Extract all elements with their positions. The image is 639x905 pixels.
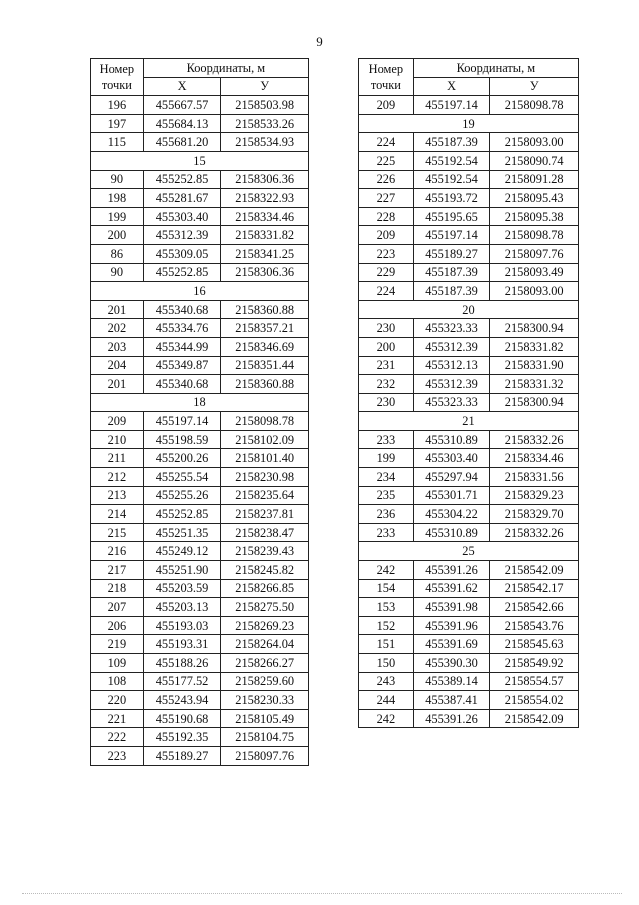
table-row: [359, 96, 579, 115]
point-number-cell: 209: [91, 412, 144, 431]
x-coordinate-cell: 455251.90: [143, 561, 221, 580]
x-coordinate-cell: 455391.26: [413, 709, 490, 728]
table-row: [359, 598, 579, 617]
table-row: [359, 635, 579, 654]
point-number-cell: 226: [359, 170, 414, 189]
table-row: [359, 654, 579, 673]
y-coordinate-cell: 2158331.82: [221, 226, 309, 245]
table-row: [359, 393, 579, 412]
point-number-cell: 153: [359, 598, 414, 617]
table-row: [91, 133, 309, 152]
point-number-header-line2: точки: [370, 78, 401, 93]
point-number-cell: 214: [91, 505, 144, 524]
y-coordinate-cell: 2158543.76: [490, 616, 579, 635]
section-number: 20: [359, 300, 579, 319]
point-number-cell: 151: [359, 635, 414, 654]
x-coordinate-cell: 455192.54: [413, 151, 490, 170]
y-coordinate-cell: 2158351.44: [221, 356, 309, 375]
point-number-header-line1: Номер: [368, 62, 404, 77]
x-coordinate-cell: 455344.99: [143, 337, 221, 356]
y-coordinate-cell: 2158542.09: [490, 561, 579, 580]
point-number-cell: 200: [91, 226, 144, 245]
point-number-cell: 243: [359, 672, 414, 691]
table-row: [91, 319, 309, 338]
table-row: [359, 337, 579, 356]
x-coordinate-cell: 455684.13: [143, 114, 221, 133]
table-row: [91, 505, 309, 524]
x-coordinate-cell: 455243.94: [143, 691, 221, 710]
x-coordinate-cell: 455252.85: [143, 263, 221, 282]
y-coordinate-cell: 2158357.21: [221, 319, 309, 338]
y-coordinate-cell: 2158098.78: [490, 96, 579, 115]
table-row: [91, 598, 309, 617]
point-number-cell: 215: [91, 523, 144, 542]
section-row: [359, 542, 579, 561]
y-coordinate-cell: 2158093.00: [490, 282, 579, 301]
table-row: [91, 523, 309, 542]
table-row: [359, 468, 579, 487]
y-coordinate-cell: 2158235.64: [221, 486, 309, 505]
y-coordinate-cell: 2158090.74: [490, 151, 579, 170]
y-coordinate-cell: 2158275.50: [221, 598, 309, 617]
point-number-cell: 231: [359, 356, 414, 375]
section-row: [359, 412, 579, 431]
x-coordinate-cell: 455200.26: [143, 449, 221, 468]
x-coordinate-cell: 455188.26: [143, 654, 221, 673]
point-number-cell: 234: [359, 468, 414, 487]
table-row: [359, 263, 579, 282]
point-number-cell: 201: [91, 300, 144, 319]
x-coordinate-cell: 455192.35: [143, 728, 221, 747]
x-coordinate-cell: 455312.39: [413, 337, 490, 356]
coordinates-table-left: [90, 58, 309, 766]
point-number-cell: 90: [91, 263, 144, 282]
y-coordinate-cell: 2158095.43: [490, 189, 579, 208]
table-row: [91, 654, 309, 673]
table-row: [91, 486, 309, 505]
section-row: [91, 393, 309, 412]
y-coordinate-cell: 2158093.49: [490, 263, 579, 282]
section-number: 21: [359, 412, 579, 431]
x-coordinate-cell: 455310.89: [413, 523, 490, 542]
table-row: [91, 449, 309, 468]
x-coordinate-cell: 455195.65: [413, 207, 490, 226]
table-row: [91, 263, 309, 282]
x-coordinate-cell: 455667.57: [143, 96, 221, 115]
y-coordinate-cell: 2158105.49: [221, 709, 309, 728]
section-number: 15: [91, 151, 309, 170]
point-number-cell: 242: [359, 709, 414, 728]
point-number-header-line1: Номер: [99, 62, 135, 77]
table-row: [91, 96, 309, 115]
y-coordinate-cell: 2158332.26: [490, 430, 579, 449]
y-coordinate-cell: 2158549.92: [490, 654, 579, 673]
table-row: [359, 226, 579, 245]
x-coordinate-cell: 455197.14: [413, 96, 490, 115]
point-number-cell: 213: [91, 486, 144, 505]
table-row: [359, 709, 579, 728]
x-coordinate-cell: 455340.68: [143, 375, 221, 394]
point-number-header-line2: точки: [101, 78, 132, 93]
y-coordinate-cell: 2158095.38: [490, 207, 579, 226]
table-row: [91, 561, 309, 580]
point-number-cell: 150: [359, 654, 414, 673]
x-coordinate-cell: 455255.26: [143, 486, 221, 505]
point-number-cell: 224: [359, 133, 414, 152]
y-coordinate-cell: 2158334.46: [490, 449, 579, 468]
table-row: [359, 151, 579, 170]
point-number-cell: 227: [359, 189, 414, 208]
x-coordinate-cell: 455189.27: [413, 244, 490, 263]
y-coordinate-cell: 2158533.26: [221, 114, 309, 133]
y-coordinate-cell: 2158542.09: [490, 709, 579, 728]
point-number-cell: 223: [91, 746, 144, 765]
x-coordinate-cell: 455391.69: [413, 635, 490, 654]
y-coordinate-cell: 2158230.98: [221, 468, 309, 487]
table-row: [359, 561, 579, 580]
y-coordinate-cell: 2158329.70: [490, 505, 579, 524]
x-coordinate-cell: 455255.54: [143, 468, 221, 487]
y-column-header: У: [221, 77, 309, 96]
y-coordinate-cell: 2158542.66: [490, 598, 579, 617]
x-coordinate-cell: 455252.85: [143, 170, 221, 189]
y-coordinate-cell: 2158331.82: [490, 337, 579, 356]
x-coordinate-cell: 455391.98: [413, 598, 490, 617]
x-coordinate-cell: 455310.89: [413, 430, 490, 449]
y-coordinate-cell: 2158554.02: [490, 691, 579, 710]
y-coordinate-cell: 2158097.76: [490, 244, 579, 263]
point-number-cell: 233: [359, 523, 414, 542]
section-number: 18: [91, 393, 309, 412]
point-number-cell: 217: [91, 561, 144, 580]
y-coordinate-cell: 2158269.23: [221, 616, 309, 635]
x-coordinate-cell: 455390.30: [413, 654, 490, 673]
point-number-cell: 228: [359, 207, 414, 226]
x-coordinate-cell: 455681.20: [143, 133, 221, 152]
point-number-cell: 222: [91, 728, 144, 747]
x-coordinate-cell: 455187.39: [413, 282, 490, 301]
table-row: [91, 746, 309, 765]
page-bottom-rule: [22, 893, 622, 894]
coordinates-header: Координаты, м: [413, 59, 578, 78]
table-row: [359, 133, 579, 152]
y-column-header: У: [490, 77, 579, 96]
coordinates-table-right: [358, 58, 579, 728]
y-coordinate-cell: 2158097.76: [221, 746, 309, 765]
x-coordinate-cell: 455187.39: [413, 263, 490, 282]
table-row: [91, 300, 309, 319]
x-coordinate-cell: 455187.39: [413, 133, 490, 152]
point-number-cell: 230: [359, 393, 414, 412]
point-number-cell: 204: [91, 356, 144, 375]
point-number-cell: 199: [359, 449, 414, 468]
point-number-cell: 216: [91, 542, 144, 561]
point-number-cell: 206: [91, 616, 144, 635]
table-row: [91, 337, 309, 356]
table-row: [91, 189, 309, 208]
table-row: [359, 282, 579, 301]
table-row: [359, 505, 579, 524]
table-row: [91, 226, 309, 245]
y-coordinate-cell: 2158300.94: [490, 319, 579, 338]
section-number: 19: [359, 114, 579, 133]
table-row: [91, 114, 309, 133]
coordinates-table-body: [91, 96, 309, 765]
x-column-header: X: [143, 77, 221, 96]
table-row: [359, 356, 579, 375]
x-column-header: X: [413, 77, 490, 96]
y-coordinate-cell: 2158329.23: [490, 486, 579, 505]
point-number-cell: 210: [91, 430, 144, 449]
x-coordinate-cell: 455387.41: [413, 691, 490, 710]
table-row: [359, 486, 579, 505]
point-number-header: [359, 59, 414, 96]
point-number-cell: 115: [91, 133, 144, 152]
x-coordinate-cell: 455252.85: [143, 505, 221, 524]
y-coordinate-cell: 2158322.93: [221, 189, 309, 208]
point-number-cell: 198: [91, 189, 144, 208]
x-coordinate-cell: 455249.12: [143, 542, 221, 561]
table-row: [91, 691, 309, 710]
point-number-cell: 242: [359, 561, 414, 580]
point-number-cell: 211: [91, 449, 144, 468]
x-coordinate-cell: 455312.39: [413, 375, 490, 394]
section-number: 16: [91, 282, 309, 301]
x-coordinate-cell: 455304.22: [413, 505, 490, 524]
table-row: [359, 170, 579, 189]
y-coordinate-cell: 2158259.60: [221, 672, 309, 691]
y-coordinate-cell: 2158266.27: [221, 654, 309, 673]
table-row: [359, 672, 579, 691]
x-coordinate-cell: 455198.59: [143, 430, 221, 449]
y-coordinate-cell: 2158331.56: [490, 468, 579, 487]
table-row: [91, 616, 309, 635]
y-coordinate-cell: 2158300.94: [490, 393, 579, 412]
x-coordinate-cell: 455192.54: [413, 170, 490, 189]
table-row: [91, 430, 309, 449]
y-coordinate-cell: 2158331.32: [490, 375, 579, 394]
point-number-cell: 209: [359, 96, 414, 115]
table-row: [359, 207, 579, 226]
x-coordinate-cell: 455197.14: [143, 412, 221, 431]
point-number-cell: 200: [359, 337, 414, 356]
x-coordinate-cell: 455303.40: [413, 449, 490, 468]
point-number-cell: 109: [91, 654, 144, 673]
x-coordinate-cell: 455193.03: [143, 616, 221, 635]
point-number-cell: 230: [359, 319, 414, 338]
y-coordinate-cell: 2158332.26: [490, 523, 579, 542]
y-coordinate-cell: 2158239.43: [221, 542, 309, 561]
x-coordinate-cell: 455281.67: [143, 189, 221, 208]
x-coordinate-cell: 455323.33: [413, 319, 490, 338]
point-number-cell: 152: [359, 616, 414, 635]
point-number-cell: 232: [359, 375, 414, 394]
coordinates-table-body: [359, 96, 579, 728]
x-coordinate-cell: 455312.39: [143, 226, 221, 245]
y-coordinate-cell: 2158545.63: [490, 635, 579, 654]
y-coordinate-cell: 2158102.09: [221, 430, 309, 449]
point-number-cell: 154: [359, 579, 414, 598]
point-number-cell: 223: [359, 244, 414, 263]
y-coordinate-cell: 2158334.46: [221, 207, 309, 226]
coordinates-header: Координаты, м: [143, 59, 308, 78]
table-row: [91, 672, 309, 691]
table-row: [91, 375, 309, 394]
table-row: [91, 244, 309, 263]
x-coordinate-cell: 455334.76: [143, 319, 221, 338]
x-coordinate-cell: 455340.68: [143, 300, 221, 319]
y-coordinate-cell: 2158360.88: [221, 375, 309, 394]
x-coordinate-cell: 455391.26: [413, 561, 490, 580]
table-row: [359, 523, 579, 542]
section-row: [91, 282, 309, 301]
y-coordinate-cell: 2158331.90: [490, 356, 579, 375]
point-number-cell: 202: [91, 319, 144, 338]
x-coordinate-cell: 455391.96: [413, 616, 490, 635]
y-coordinate-cell: 2158360.88: [221, 300, 309, 319]
y-coordinate-cell: 2158237.81: [221, 505, 309, 524]
y-coordinate-cell: 2158542.17: [490, 579, 579, 598]
y-coordinate-cell: 2158341.25: [221, 244, 309, 263]
table-row: [359, 189, 579, 208]
point-number-cell: 90: [91, 170, 144, 189]
table-row: [91, 542, 309, 561]
y-coordinate-cell: 2158098.78: [490, 226, 579, 245]
point-number-cell: 108: [91, 672, 144, 691]
point-number-cell: 225: [359, 151, 414, 170]
table-row: [359, 691, 579, 710]
table-row: [359, 616, 579, 635]
table-row: [91, 579, 309, 598]
section-row: [359, 114, 579, 133]
y-coordinate-cell: 2158306.36: [221, 263, 309, 282]
y-coordinate-cell: 2158098.78: [221, 412, 309, 431]
point-number-cell: 224: [359, 282, 414, 301]
section-row: [91, 151, 309, 170]
point-number-header: [91, 59, 144, 96]
y-coordinate-cell: 2158091.28: [490, 170, 579, 189]
point-number-cell: 203: [91, 337, 144, 356]
y-coordinate-cell: 2158503.98: [221, 96, 309, 115]
table-row: [91, 412, 309, 431]
y-coordinate-cell: 2158266.85: [221, 579, 309, 598]
x-coordinate-cell: 455349.87: [143, 356, 221, 375]
point-number-cell: 86: [91, 244, 144, 263]
x-coordinate-cell: 455193.31: [143, 635, 221, 654]
point-number-cell: 233: [359, 430, 414, 449]
x-coordinate-cell: 455323.33: [413, 393, 490, 412]
y-coordinate-cell: 2158104.75: [221, 728, 309, 747]
y-coordinate-cell: 2158245.82: [221, 561, 309, 580]
table-row: [91, 635, 309, 654]
table-row: [91, 709, 309, 728]
point-number-cell: 236: [359, 505, 414, 524]
x-coordinate-cell: 455303.40: [143, 207, 221, 226]
point-number-cell: 229: [359, 263, 414, 282]
point-number-cell: 197: [91, 114, 144, 133]
point-number-cell: 235: [359, 486, 414, 505]
x-coordinate-cell: 455297.94: [413, 468, 490, 487]
y-coordinate-cell: 2158230.33: [221, 691, 309, 710]
y-coordinate-cell: 2158346.69: [221, 337, 309, 356]
table-row: [91, 468, 309, 487]
table-row: [359, 244, 579, 263]
y-coordinate-cell: 2158306.36: [221, 170, 309, 189]
x-coordinate-cell: 455309.05: [143, 244, 221, 263]
table-row: [359, 319, 579, 338]
point-number-cell: 219: [91, 635, 144, 654]
table-row: [91, 170, 309, 189]
page-number: 9: [316, 34, 323, 49]
point-number-cell: 209: [359, 226, 414, 245]
x-coordinate-cell: 455391.62: [413, 579, 490, 598]
table-row: [359, 375, 579, 394]
y-coordinate-cell: 2158093.00: [490, 133, 579, 152]
table-row: [91, 207, 309, 226]
point-number-cell: 221: [91, 709, 144, 728]
y-coordinate-cell: 2158101.40: [221, 449, 309, 468]
table-row: [91, 728, 309, 747]
x-coordinate-cell: 455251.35: [143, 523, 221, 542]
table-row: [359, 579, 579, 598]
x-coordinate-cell: 455193.72: [413, 189, 490, 208]
point-number-cell: 207: [91, 598, 144, 617]
x-coordinate-cell: 455197.14: [413, 226, 490, 245]
y-coordinate-cell: 2158238.47: [221, 523, 309, 542]
point-number-cell: 220: [91, 691, 144, 710]
point-number-cell: 199: [91, 207, 144, 226]
x-coordinate-cell: 455389.14: [413, 672, 490, 691]
section-row: [359, 300, 579, 319]
section-number: 25: [359, 542, 579, 561]
x-coordinate-cell: 455189.27: [143, 746, 221, 765]
point-number-cell: 212: [91, 468, 144, 487]
point-number-cell: 244: [359, 691, 414, 710]
x-coordinate-cell: 455301.71: [413, 486, 490, 505]
y-coordinate-cell: 2158264.04: [221, 635, 309, 654]
point-number-cell: 201: [91, 375, 144, 394]
x-coordinate-cell: 455312.13: [413, 356, 490, 375]
x-coordinate-cell: 455177.52: [143, 672, 221, 691]
x-coordinate-cell: 455203.13: [143, 598, 221, 617]
point-number-cell: 218: [91, 579, 144, 598]
x-coordinate-cell: 455190.68: [143, 709, 221, 728]
y-coordinate-cell: 2158554.57: [490, 672, 579, 691]
point-number-cell: 196: [91, 96, 144, 115]
x-coordinate-cell: 455203.59: [143, 579, 221, 598]
table-row: [359, 449, 579, 468]
table-row: [359, 430, 579, 449]
table-row: [91, 356, 309, 375]
y-coordinate-cell: 2158534.93: [221, 133, 309, 152]
